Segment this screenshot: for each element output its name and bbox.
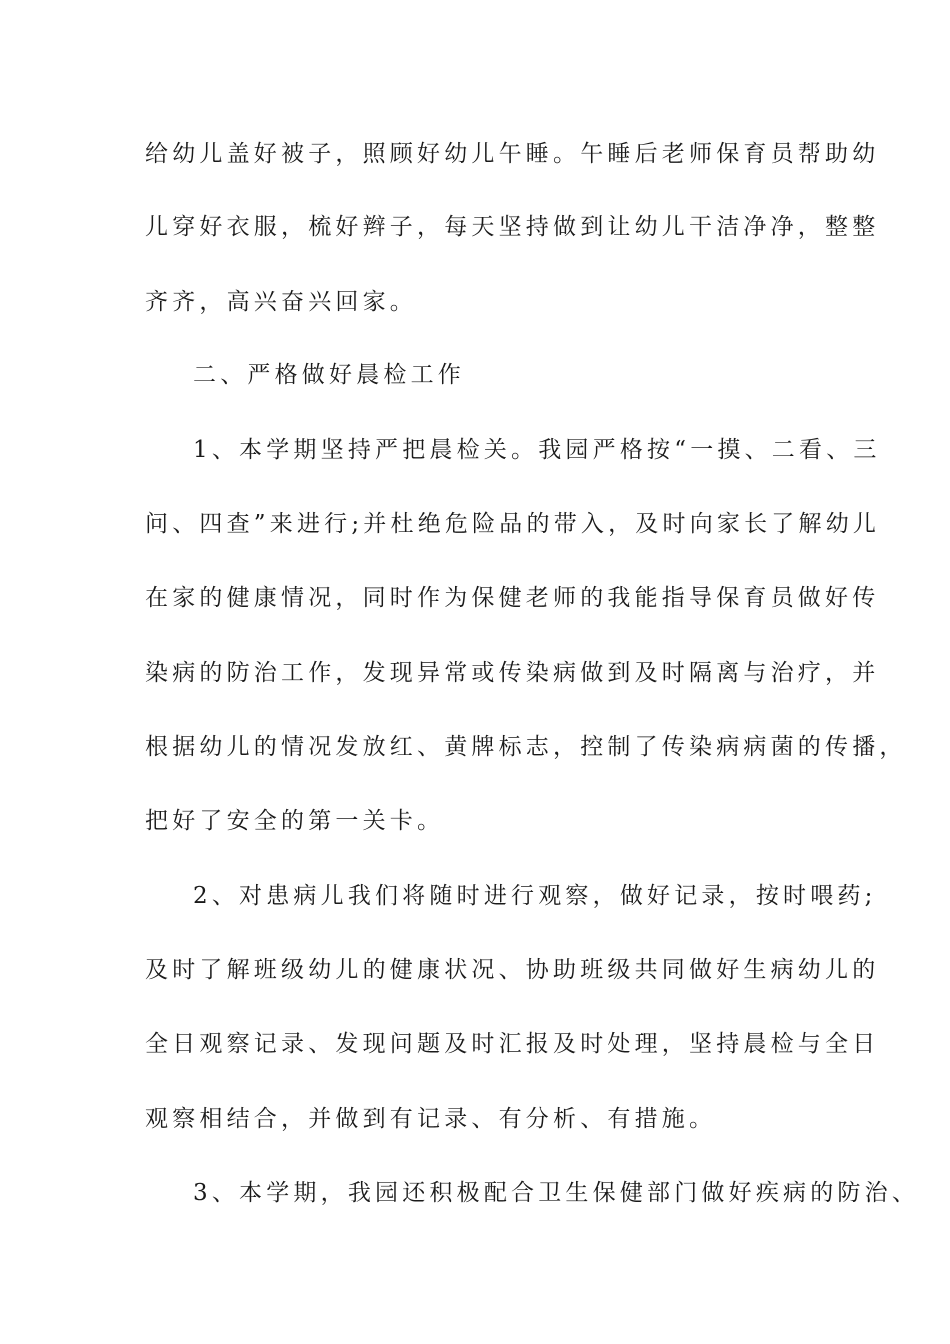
text-line: 问、四查”来进行;并杜绝危险品的带入，及时向家长了解幼儿	[145, 511, 881, 537]
section-heading: 二、严格做好晨检工作	[193, 362, 465, 388]
text-line: 染病的防治工作，发现异常或传染病做到及时隔离与治疗，并	[145, 660, 880, 686]
text-line: 全日观察记录、发现问题及时汇报及时处理，坚持晨检与全日	[145, 1031, 880, 1057]
text-line: 3、本学期，我园还积极配合卫生保健部门做好疾病的防治、	[193, 1180, 920, 1206]
text-line: 给幼儿盖好被子，照顾好幼儿午睡。午睡后老师保育员帮助幼	[145, 141, 880, 167]
text-line: 齐齐，高兴奋兴回家。	[145, 289, 417, 315]
text-line: 根据幼儿的情况发放红、黄牌标志，控制了传染病病菌的传播，	[145, 734, 907, 760]
text-line: 把好了安全的第一关卡。	[145, 808, 445, 834]
text-line: 儿穿好衣服，梳好辫子，每天坚持做到让幼儿干洁净净，整整	[145, 214, 880, 240]
text-line: 1、本学期坚持严把晨检关。我园严格按“一摸、二看、三	[193, 437, 881, 463]
text-line: 观察相结合，并做到有记录、有分析、有措施。	[145, 1106, 717, 1132]
text-line: 2、对患病儿我们将随时进行观察，做好记录，按时喂药;	[193, 883, 877, 909]
text-line: 及时了解班级幼儿的健康状况、协助班级共同做好生病幼儿的	[145, 957, 880, 983]
text-line: 在家的健康情况，同时作为保健老师的我能指导保育员做好传	[145, 585, 880, 611]
